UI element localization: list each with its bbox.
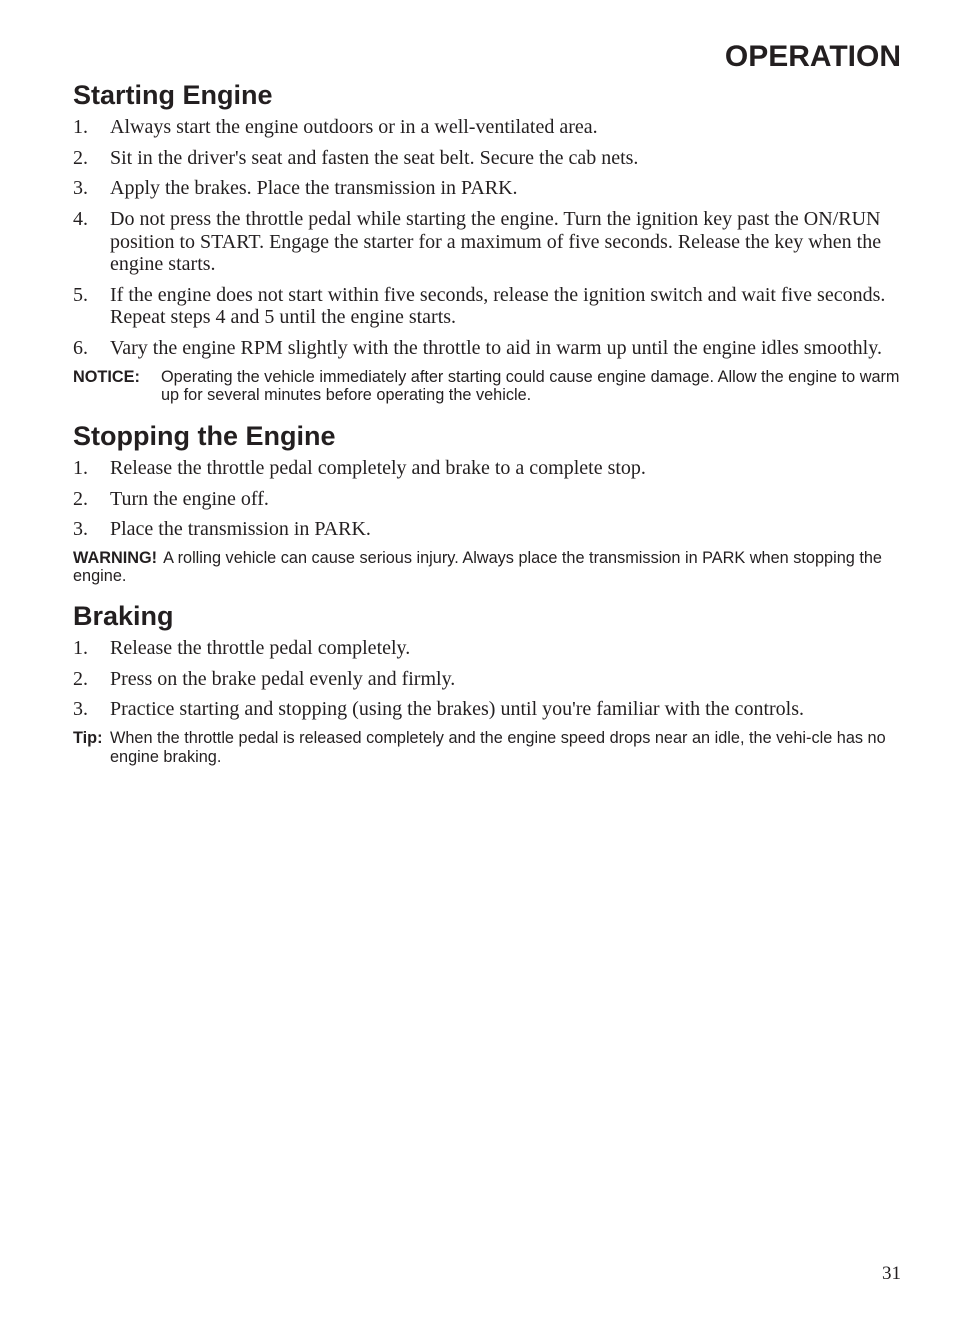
step-item: 1. Always start the engine outdoors or in a well-ventilated area. <box>73 116 598 138</box>
step-item: 4. Do not press the throttle pedal while starting the engine. Turn the ignition key past the ON/RUN position to START. Engage the starter for a maximum of five seconds. Release the key when the engine starts. <box>73 208 882 276</box>
tip-text: When the throttle pedal is released completely and the engine speed drops near an idle, the vehi-cle has no engine braking. <box>110 729 886 766</box>
step-item: 2. Sit in the driver's seat and fasten the seat belt. Secure the cab nets. <box>73 146 639 169</box>
notice-text: Operating the vehicle immediately after starting could cause engine damage. Allow the engine to warm up for several minutes before operating the vehicle. <box>161 367 900 405</box>
section-title: Stopping the Engine <box>73 420 336 451</box>
step-list <box>73 457 901 541</box>
step-item: 2. Turn the engine off. <box>73 487 269 510</box>
tip-note <box>73 729 901 766</box>
step-item: 3. Apply the brakes. Place the transmission in PARK. <box>73 177 518 200</box>
step-item: 1. Release the throttle pedal completely and brake to a complete stop. <box>73 456 646 479</box>
step-item: 6. Vary the engine RPM slightly with the throttle to aid in warm up until the engine idles smoothly. <box>73 336 882 359</box>
section-stopping-engine <box>73 419 901 586</box>
page-number: 31 <box>882 1263 901 1284</box>
warning-text: A rolling vehicle can cause serious injury. Always place the transmission in PARK when stopping the engine. <box>73 548 882 586</box>
step-item: 5. If the engine does not start within five seconds, release the ignition switch and wait five seconds. Repeat steps 4 and 5 until the engine starts. <box>73 283 886 329</box>
step-list <box>73 637 901 721</box>
section-title: Braking <box>73 601 174 632</box>
warning-note <box>73 549 901 586</box>
step-item: 1. Release the throttle pedal completely. <box>73 637 411 660</box>
notice-note <box>73 368 901 405</box>
page-header: OPERATION <box>724 40 901 73</box>
step-item: 2. Press on the brake pedal evenly and firmly. <box>73 667 456 690</box>
notice-label: NOTICE: <box>73 367 140 386</box>
page-content <box>73 78 901 766</box>
section-title: Starting Engine <box>73 80 273 110</box>
tip-label: Tip: <box>73 729 103 748</box>
section-braking <box>73 599 901 766</box>
section-starting-engine <box>73 78 901 405</box>
step-list <box>73 116 901 359</box>
step-item: 3. Place the transmission in PARK. <box>73 518 371 541</box>
warning-label: WARNING! <box>73 548 158 567</box>
step-item: 3. Practice starting and stopping (using the brakes) until you're familiar with the controls. <box>73 698 804 721</box>
